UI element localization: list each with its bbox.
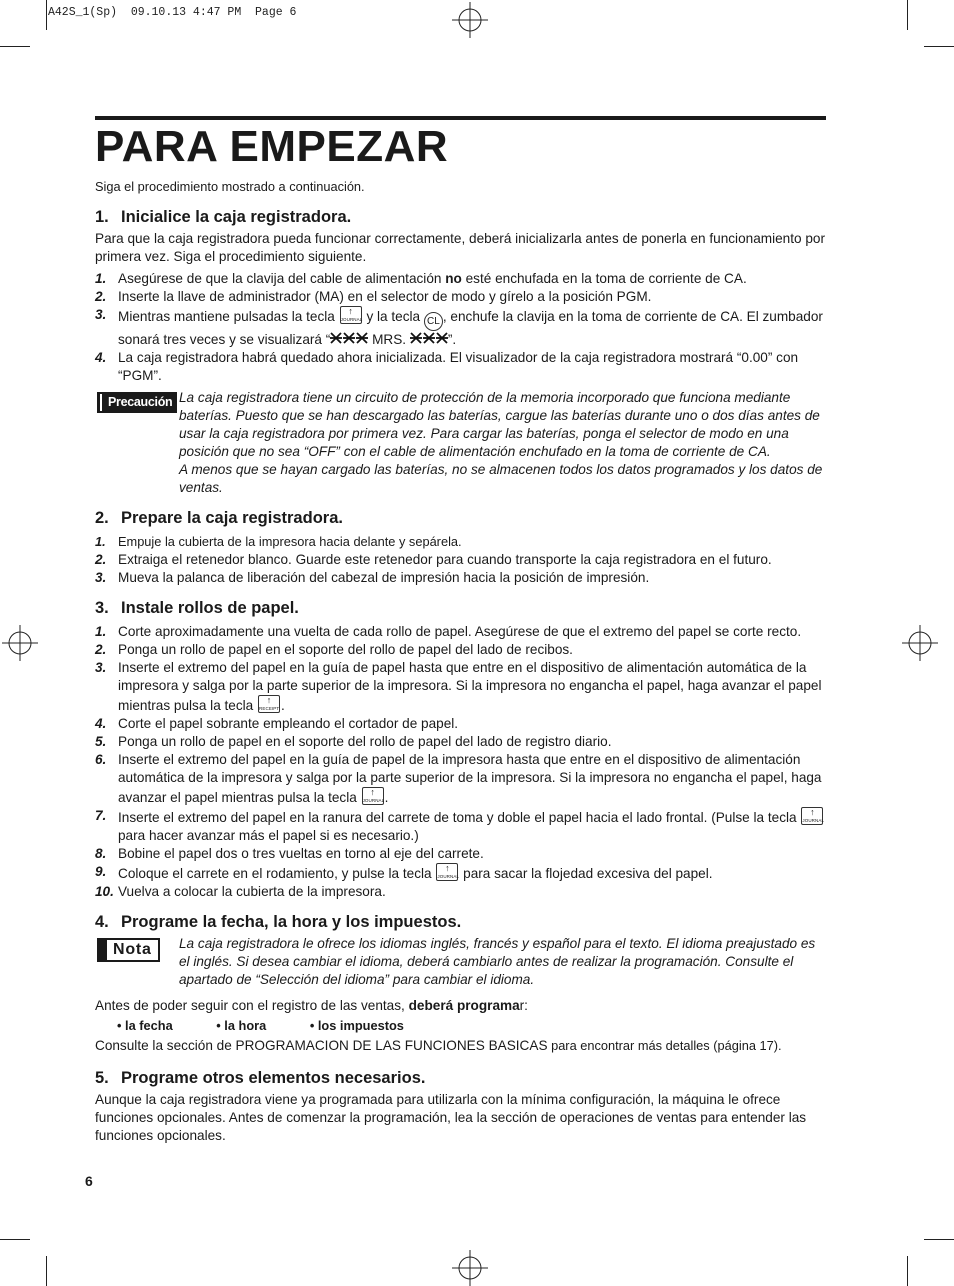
section-5-heading: 5. Programe otros elementos necesarios. <box>95 1069 426 1087</box>
crop-mark <box>46 0 47 30</box>
list-item: 3. Mientras mantiene pulsadas la tecla ↑ JOURNAL y la tecla CL , enchufe la clavija en la toma de corriente de CA. El zumbador sonará tres veces y se visualizará “ MRS. ”. <box>95 306 823 347</box>
cl-key-icon: CL <box>424 312 443 331</box>
receipt-key-icon: ↑ RECEIPT <box>259 695 280 711</box>
list-item: 5. Ponga un rollo de papel en el soporte del rollo de papel del lado de registro diario. <box>95 734 612 749</box>
list-item: 2. Ponga un rollo de papel en el soporte del rollo de papel del lado de recibos. <box>95 642 573 657</box>
caution-badge: Precaución <box>97 392 177 413</box>
asterisk-display-icon <box>330 332 368 344</box>
section-1-text: Para que la caja registradora pueda funcionar correctamente, deberá inicializarla antes de ponerla en funcionamiento por primera vez. Siga el procedimiento siguiente. <box>95 231 825 264</box>
intro-text: Siga el procedimiento mostrado a continuación. <box>95 179 365 194</box>
bullet-date: • la fecha <box>117 1018 173 1033</box>
section-1-steps <box>95 270 826 385</box>
section-4-text: Antes de poder seguir con el registro de las ventas, deberá programar: <box>95 998 528 1013</box>
list-item: 1. Empuje la cubierta de la impresora hacia delante y sepárela. <box>95 534 462 549</box>
list-item: 2. Inserte la llave de administrador (MA) en el selector de modo y gírelo a la posición PGM. <box>95 289 652 304</box>
list-item: 3. Inserte el extremo del papel en la guía de papel hasta que entre en el dispositivo de alimentación automática de la impresora y salga por la parte superior de la impresora. Si la impresora no engancha el papel, haga avanzar el papel mientras pulsa la tecla ↑ RECEIPT . <box>95 660 822 713</box>
list-item: 1. Asegúrese de que la clavija del cable de alimentación no esté enchufada en la toma de corriente de CA. <box>95 271 747 286</box>
journal-key-icon: ↑ JOURNAL <box>362 787 385 803</box>
list-item: 4. La caja registradora habrá quedado ahora inicializada. El visualizador de la caja registradora mostrará “0.00” con “PGM”. <box>95 350 799 383</box>
note-text: La caja registradora le ofrece los idiomas inglés, francés y español para el texto. El idioma preajustado es el inglés. Si desea cambiar el idioma, deberá cambiarlo antes de realizar la programación. Consulte el apartado de “Selección del idioma” para cambiar el idioma. <box>179 936 816 987</box>
caution-text: La caja registradora tiene un circuito de protección de la memoria incorporado que funciona mediante baterías. Puesto que se han descargado las baterías, cargue las baterías durante uno o dos días antes de usar la caja registradora por primera vez. Para cargar las baterías, ponga el selector de modo en una posición que no sea “OFF” con el cable de alimentación enchufado en la toma de corriente de CA. <box>179 390 820 459</box>
page-title: PARA EMPEZAR <box>95 122 449 171</box>
crop-mark <box>46 1256 47 1286</box>
crop-mark <box>0 46 30 47</box>
registration-mark-top <box>452 2 488 38</box>
registration-mark-left <box>2 625 38 661</box>
registration-mark-bottom <box>452 1250 488 1286</box>
crop-mark <box>924 46 954 47</box>
list-item: 2. Extraiga el retenedor blanco. Guarde este retenedor para cuando transporte la caja registradora en el futuro. <box>95 552 772 567</box>
bullet-time: • la hora <box>216 1018 267 1033</box>
section-5-text: Aunque la caja registradora viene ya programada para utilizarla con la mínima configuración, la máquina le ofrece funciones opcionales. Antes de comenzar la programación, lea la sección de operaciones de ventas para entender las funciones opcionales. <box>95 1092 807 1143</box>
list-item: 7. Inserte el extremo del papel en la ranura del carrete de toma y doble el papel hacia el lado frontal. (Pulse la tecla ↑ JOURNAL para hacer avanzar más el papel si es necesario.) <box>95 807 825 843</box>
title-rule <box>95 116 826 120</box>
crop-mark <box>924 1239 954 1240</box>
list-item: 8. Bobine el papel dos o tres vueltas en torno al eje del carrete. <box>95 846 484 861</box>
crop-mark <box>0 1239 30 1240</box>
crop-mark <box>907 1256 908 1286</box>
section-2-steps <box>95 533 826 587</box>
list-item: 1. Corte aproximadamente una vuelta de cada rollo de papel. Asegúrese de que el extremo del papel se corte recto. <box>95 624 802 639</box>
section-1-heading: 1. Inicialice la caja registradora. <box>95 208 352 226</box>
registration-mark-right <box>902 625 938 661</box>
page-number: 6 <box>85 1173 93 1189</box>
journal-key-icon: ↑ JOURNAL <box>340 306 363 322</box>
section-4-consult: Consulte la sección de PROGRAMACION DE LAS FUNCIONES BASICAS para encontrar más detalles (página 17). <box>95 1038 782 1053</box>
section-4-bullets <box>117 1017 826 1035</box>
section-3-heading: 3. Instale rollos de papel. <box>95 599 299 617</box>
section-3-steps <box>95 623 826 901</box>
section-2-heading: 2. Prepare la caja registradora. <box>95 509 343 527</box>
bullet-tax: • los impuestos <box>309 1018 404 1033</box>
note-badge: Nota <box>97 938 160 962</box>
page-content <box>95 116 826 1145</box>
crop-mark <box>907 0 908 30</box>
journal-key-icon: ↑ JOURNAL <box>802 807 825 823</box>
list-item: 3. Mueva la palanca de liberación del cabezal de impresión hacia la posición de impresión. <box>95 570 650 585</box>
caution-text-2: A menos que se hayan cargado las baterías, no se almacenen todos los datos programados y los datos de ventas. <box>179 462 823 495</box>
list-item: 6. Inserte el extremo del papel en la guía de papel de la impresora hasta que entre en el dispositivo de alimentación automática de la impresora y salga por la parte superior de la impresora. Si la impresora no engancha el papel, haga avanzar el papel mientras pulsa la tecla ↑ JOURNAL . <box>95 752 822 805</box>
list-item: 9. Coloque el carrete en el rodamiento, y pulse la tecla ↑ JOURNAL para sacar la flojedad excesiva del papel. <box>95 863 713 881</box>
print-header-meta: A42S_1(Sp) 09.10.13 4:47 PM Page 6 <box>48 6 297 19</box>
caution-block <box>95 389 826 497</box>
section-4-heading: 4. Programe la fecha, la hora y los impuestos. <box>95 913 462 931</box>
asterisk-display-icon <box>410 332 448 344</box>
note-block <box>95 935 826 989</box>
list-item: 4. Corte el papel sobrante empleando el cortador de papel. <box>95 716 459 731</box>
list-item: 10. Vuelva a colocar la cubierta de la impresora. <box>95 884 386 899</box>
journal-key-icon: ↑ JOURNAL <box>437 863 460 879</box>
